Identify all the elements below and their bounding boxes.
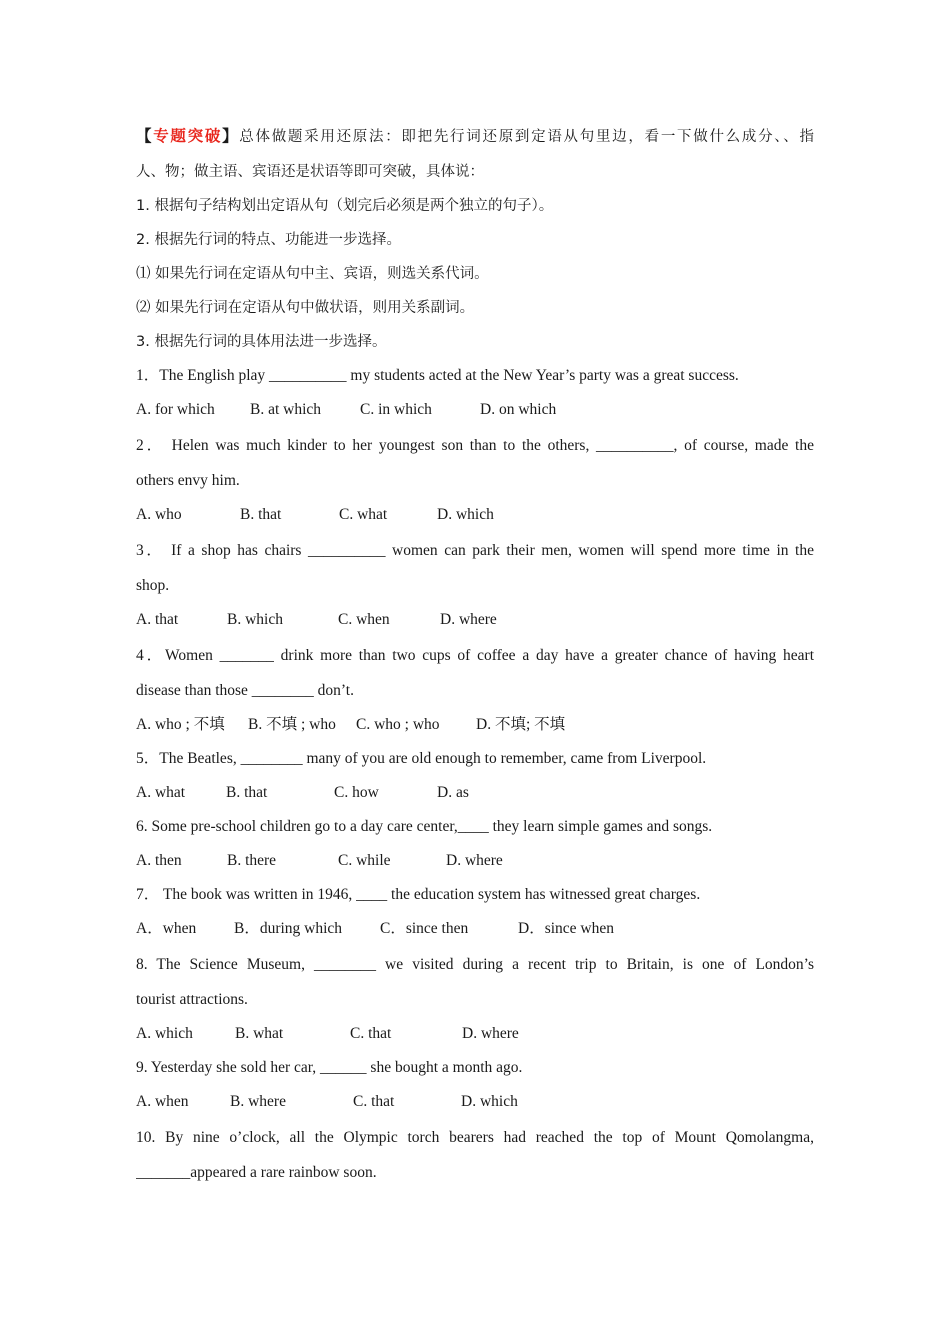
option-c: C. how — [334, 784, 379, 801]
option-a: A. that — [136, 611, 179, 628]
option-a: A. who — [136, 506, 182, 523]
question-1-options — [136, 393, 814, 427]
option-a: A. which — [136, 1025, 193, 1042]
option-c: C. who ; who — [356, 716, 440, 733]
option-c: C. what — [339, 506, 388, 523]
question-9-text: 9. Yesterday she sold her car, ______ she bought a month ago. — [136, 1059, 523, 1076]
option-b: B. which — [227, 611, 283, 628]
question-7-text: 7． The book was written in 1946, ____ the education system has witnessed great charges. — [136, 886, 701, 903]
intro-line-2: 人、物；做主语、宾语还是状语等即可突破，具体说： — [136, 164, 484, 180]
option-c: C. that — [353, 1093, 395, 1110]
bracket-close: 】 — [222, 128, 240, 145]
question-5-options — [136, 776, 814, 810]
option-c: C. that — [350, 1025, 392, 1042]
option-a: A. who ; 不填 — [136, 716, 225, 733]
question-7-options — [136, 912, 814, 946]
option-d: D. which — [437, 506, 494, 523]
question-6-options — [136, 844, 814, 878]
option-b: B. there — [227, 852, 277, 869]
question-9-options — [136, 1085, 814, 1119]
option-a: A. then — [136, 852, 182, 869]
step-2: 2. 根据先行词的特点、功能进一步选择。 — [136, 232, 401, 248]
option-a: A. when — [136, 1093, 189, 1110]
option-b: B. at which — [250, 401, 322, 418]
question-10-text: 10. By nine o’clock, all the Olympic torch bearers had reached the top of Mount Qomolangma, — [136, 1129, 814, 1146]
question-1-text: 1．The English play __________ my students acted at the New Year’s party was a great success. — [136, 367, 739, 384]
option-d: D. where — [440, 611, 497, 628]
bracket-open: 【 — [136, 128, 154, 145]
step-1: 1. 根据句子结构划出定语从句（划完后必须是两个独立的句子）。 — [136, 198, 554, 214]
question-3-text-cont: shop. — [136, 577, 170, 594]
question-4-text: 4．Women _______ drink more than two cups of coffee a day have a greater chance of having heart — [136, 647, 814, 664]
question-2-options — [136, 498, 814, 532]
option-a: A. what — [136, 784, 186, 801]
step-2-1: ⑴ 如果先行词在定语从句中主、宾语，则选关系代词。 — [136, 266, 489, 282]
question-8-options — [136, 1017, 814, 1051]
option-d: D. which — [461, 1093, 518, 1110]
option-b: B. that — [240, 506, 282, 523]
question-6-text: 6. Some pre-school children go to a day care center,____ they learn simple games and songs. — [136, 818, 713, 835]
option-c: C. while — [338, 852, 391, 869]
question-8-text-cont: tourist attractions. — [136, 991, 248, 1008]
option-d: D. where — [446, 852, 503, 869]
option-b: B. that — [226, 784, 268, 801]
option-d: D. on which — [480, 401, 557, 418]
intro-text: 总体做题采用还原法：即把先行词还原到定语从句里边，看一下做什么成分、、指 — [239, 129, 814, 145]
worksheet-body — [136, 118, 814, 1190]
question-3-options — [136, 603, 814, 637]
option-b: B. what — [235, 1025, 284, 1042]
question-4-text-cont: disease than those ________ don’t. — [136, 682, 354, 699]
option-c: C. in which — [360, 401, 432, 418]
option-d: D．since when — [518, 920, 614, 937]
step-2-2: ⑵ 如果先行词在定语从句中做状语，则用关系副词。 — [136, 300, 475, 316]
intro-line-1 — [136, 118, 814, 155]
option-a: A. for which — [136, 401, 215, 418]
option-d: D. where — [462, 1025, 519, 1042]
option-b: B. where — [230, 1093, 286, 1110]
question-10-text-cont: _______appeared a rare rainbow soon. — [136, 1164, 377, 1181]
topic-heading — [136, 128, 239, 145]
step-3: 3. 根据先行词的具体用法进一步选择。 — [136, 334, 387, 350]
question-8-text: 8. The Science Museum, ________ we visited during a recent trip to Britain, is one of London’s — [136, 956, 814, 973]
option-d: D. as — [437, 784, 469, 801]
question-3-text: 3． If a shop has chairs __________ women can park their men, women will spend more time in the — [136, 542, 814, 559]
question-2-text: 2． Helen was much kinder to her youngest son than to the others, __________, of course, made the — [136, 437, 814, 454]
option-c: C．since then — [380, 920, 469, 937]
topic-label: 专题突破 — [153, 128, 223, 145]
option-c: C. when — [338, 611, 390, 628]
option-d: D. 不填; 不填 — [476, 716, 566, 733]
question-2-text-cont: others envy him. — [136, 472, 240, 489]
option-b: B. 不填 ; who — [248, 716, 336, 733]
question-4-options — [136, 708, 814, 742]
option-a: A．when — [136, 920, 197, 937]
question-5-text: 5．The Beatles, ________ many of you are old enough to remember, came from Liverpool. — [136, 750, 707, 767]
option-b: B．during which — [234, 920, 343, 937]
